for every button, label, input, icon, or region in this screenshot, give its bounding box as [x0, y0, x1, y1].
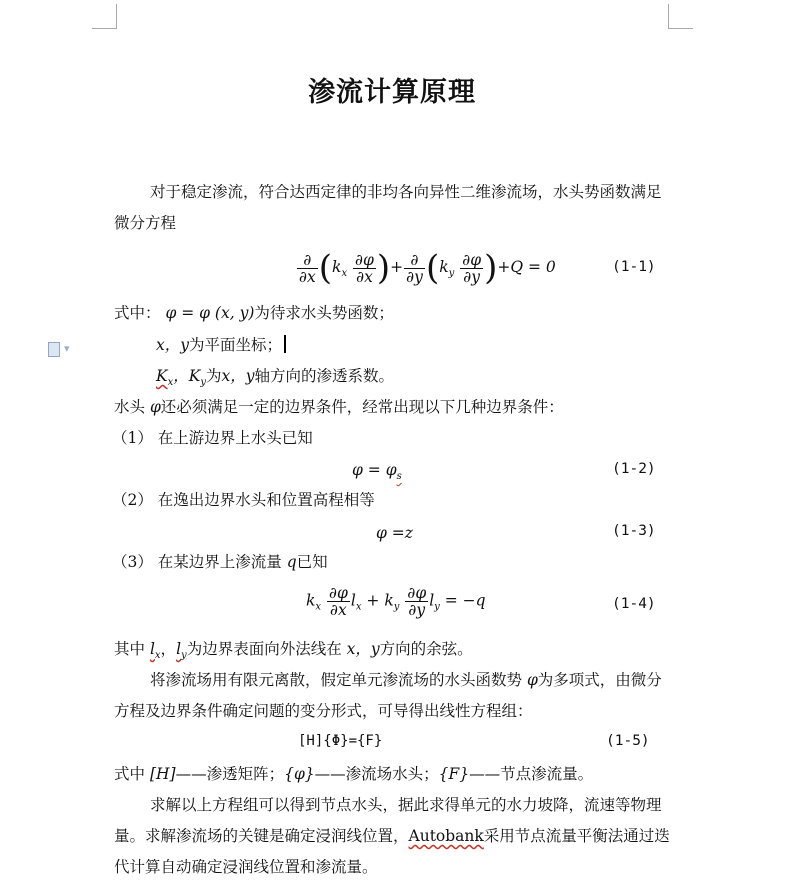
equation-number-1-4: (1-4) — [612, 596, 656, 612]
paragraph-options-icon[interactable]: ▾ — [48, 342, 74, 356]
definition-line-2: x，y为平面坐标； — [156, 330, 716, 361]
condition-3: （3） 在某边界上渗流量 q已知 — [112, 553, 328, 571]
condition-2: （2） 在逸出边界水头和位置高程相等 — [112, 491, 375, 509]
definition-line-3: $K_x$，$K_y$为x，y轴方向的渗透系数。 — [156, 367, 395, 389]
equation-number-1-2: (1-2) — [612, 461, 656, 477]
paragraph-direction-cosines: 其中 $l_x$，$l_y$为边界表面向外法线在 x，y方向的余弦。 — [114, 640, 473, 662]
condition-1: （1） 在上游边界上水头已知 — [112, 429, 313, 447]
paragraph-symbols: 式中 [H]——渗透矩阵；{φ}——渗流场水头；{F}——节点渗流量。 — [114, 765, 594, 783]
definition-line-1: 式中： φ = φ (x, y)为待求水头势函数； — [114, 304, 394, 322]
paragraph-intro: 对于稳定渗流，符合达西定律的非均各向异性二维渗流场，水头势函数满足微分方程 — [114, 183, 662, 232]
equation-number-1-5: (1-5) — [606, 733, 650, 749]
frac-dphi-dx: $\frac{\partial\varphi}{\partial x}$ — [355, 250, 374, 286]
equation-1-4: $k_x$ $\frac{\partial\varphi}{\partial x}$ $l_x + k_y$ $\frac{\partial\varphi}{\partial y}$ $l_y = -q$ — [306, 584, 486, 619]
crop-mark-top-left — [92, 4, 117, 29]
frac-dphi-dy: $\frac{\partial\varphi}{\partial y}$ — [462, 250, 482, 286]
equation-number-1-1: (1-1) — [612, 259, 656, 275]
autobank-brand: Autobank — [408, 827, 484, 845]
equation-1-2: $\varphi = \varphi_s$ — [352, 461, 402, 483]
frac-d-dy: $\frac{\partial}{\partial y}$ — [406, 250, 423, 286]
frac-d-dx: $\frac{\partial}{\partial x}$ — [299, 250, 316, 286]
equation-1-5: [H]{Φ}={F} — [298, 733, 383, 749]
equation-1-1: $\frac{\partial}{\partial x}$ ($k_x$ $\frac{\partial\varphi}{\partial x}$ )+ $\frac{\partial}{\partial y}$ ($k_y$ $\frac{\partial\varphi}{\partial y}$ )+Q = 0 — [299, 248, 556, 288]
paragraph-fem: 将渗流场用有限元离散，假定单元渗流场的水头函数势 φ为多项式，由微分方程及边界条件确定问题的变分形式，可导得出线性方程组： — [114, 671, 662, 720]
text-cursor — [284, 335, 286, 353]
paragraph-boundary-intro: 水头 φ还必须满足一定的边界条件，经常出现以下几种边界条件： — [114, 398, 564, 416]
paragraph-solution: 求解以上方程组可以得到节点水头，据此求得单元的水力坡降，流速等物理量。求解渗流场的关键是确定浸润线位置，Autobank采用节点流量平衡法通过迭代计算自动确定浸润线位置和渗流量。 — [114, 796, 670, 876]
equation-number-1-3: (1-3) — [612, 523, 656, 539]
equation-1-3: φ =z — [376, 524, 413, 542]
page-title: 渗流计算原理 — [308, 77, 476, 108]
crop-mark-top-right — [668, 4, 693, 29]
